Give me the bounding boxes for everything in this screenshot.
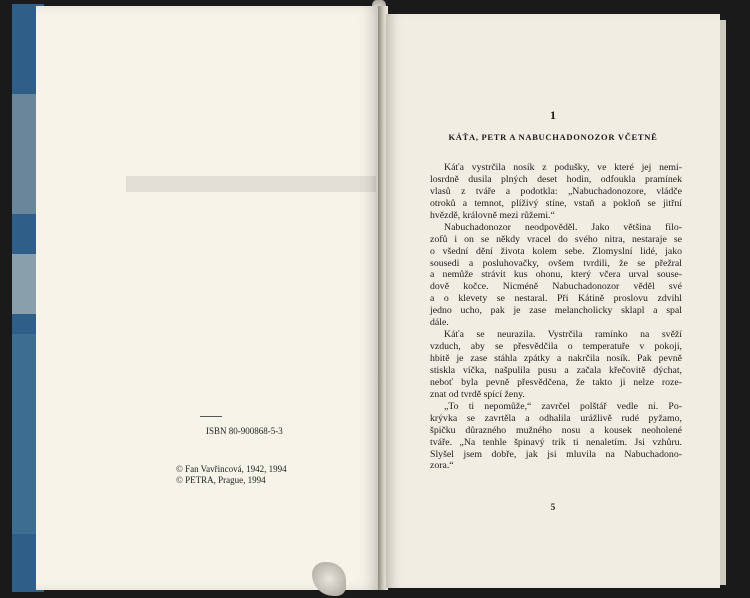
text-line: a o klevety se nestaral. Při Kátině proslovu zdvihl [430, 293, 682, 305]
text-line: „To ti nepomůže,“ zavrčel polštář vedle ní. Po- [444, 400, 682, 412]
text-line: a nemůže strávit kus ohonu, který včera urval souse- [430, 269, 682, 281]
left-page [36, 6, 382, 590]
text-line: vzduch, aby se přesvědčila o temperatuře v pokoji, [430, 341, 682, 353]
copyright-notice [176, 464, 287, 486]
show-through-cover-title [96, 70, 396, 160]
text-line: zofů i on se někdy vracel do svého nitra, nestaraje se [430, 233, 682, 245]
show-through-cover-subtitle [126, 176, 376, 192]
text-line: sousedi a posluhovačky, ovšem tvrdili, že se přežral [430, 257, 682, 269]
text-line: Slyšel jsem dobře, jak jsi mluvila na Nabuchadono- [430, 448, 682, 460]
text-line: otroků a temnot, plíživý stíne, vstaň a pokloň se jitřní [430, 197, 682, 209]
text-line: znat od tvrdě spící ženy. [430, 388, 525, 400]
isbn-number: ISBN 80-900868-5-3 [206, 426, 283, 436]
text-line: hvězdě, královně mezi růžemi.“ [430, 209, 555, 221]
text-line: tváře. „Na tenhle špinavý trik ti nenaletím. Jsi vzhůru. [430, 436, 682, 448]
copyright-line: © PETRA, Prague, 1994 [176, 475, 266, 485]
text-line: o všední dění života kolem sebe. Zlomyslní lidé, jako [430, 245, 682, 257]
text-line: dále. [430, 317, 449, 329]
text-line: losrdně dusila plných deset hodin, odfoukla pramínek [430, 173, 682, 185]
right-page [386, 14, 720, 588]
bookmark-ribbon [312, 562, 346, 596]
text-line: hbitě je zase stáhla zpátky a nakrčila nosík. Pak pevně [430, 353, 682, 364]
page-number: 5 [550, 502, 556, 512]
text-line: vlasů z tváře a podotkla: „Nabuchadonozore, vládče [430, 185, 682, 197]
text-line: Nabuchadonozor neodpověděl. Jako většina filo- [444, 221, 682, 233]
chapter-body-text [430, 162, 682, 472]
chapter-title: KÁŤA, PETR A NABUCHADONOZOR VČETNĚ [448, 132, 658, 142]
text-line: špičku důrazného mužného nosu a kousek neoholené [430, 424, 682, 436]
chapter-number: 1 [550, 108, 556, 122]
text-line: neboť byla pevně přesvědčena, že takto ji nelze roze- [430, 376, 682, 388]
text-line: Káťa se neurazila. Vystrčila ramínko na svěží [444, 329, 682, 341]
page-stack-edge [720, 20, 726, 585]
text-line: Káťa vystrčila nosík z podušky, ve které jej nemi- [444, 162, 682, 173]
text-line: stiskla víčka, našpulila pusu a začala křečovitě dýchat, [430, 364, 682, 376]
text-line: dově kočce. Nicméně Nabuchadonozor věděl své [430, 281, 682, 293]
copyright-line: © Fan Vavřincová, 1942, 1994 [176, 464, 287, 474]
text-line: zora.“ [430, 460, 454, 472]
text-line: jedno ucho, pak je zase melancholicky sklapl a spal [430, 305, 682, 317]
imprint-mark [200, 416, 222, 417]
text-line: krývka se zavrtěla a odhalila urážlivě rudé pyžamo, [430, 412, 682, 424]
